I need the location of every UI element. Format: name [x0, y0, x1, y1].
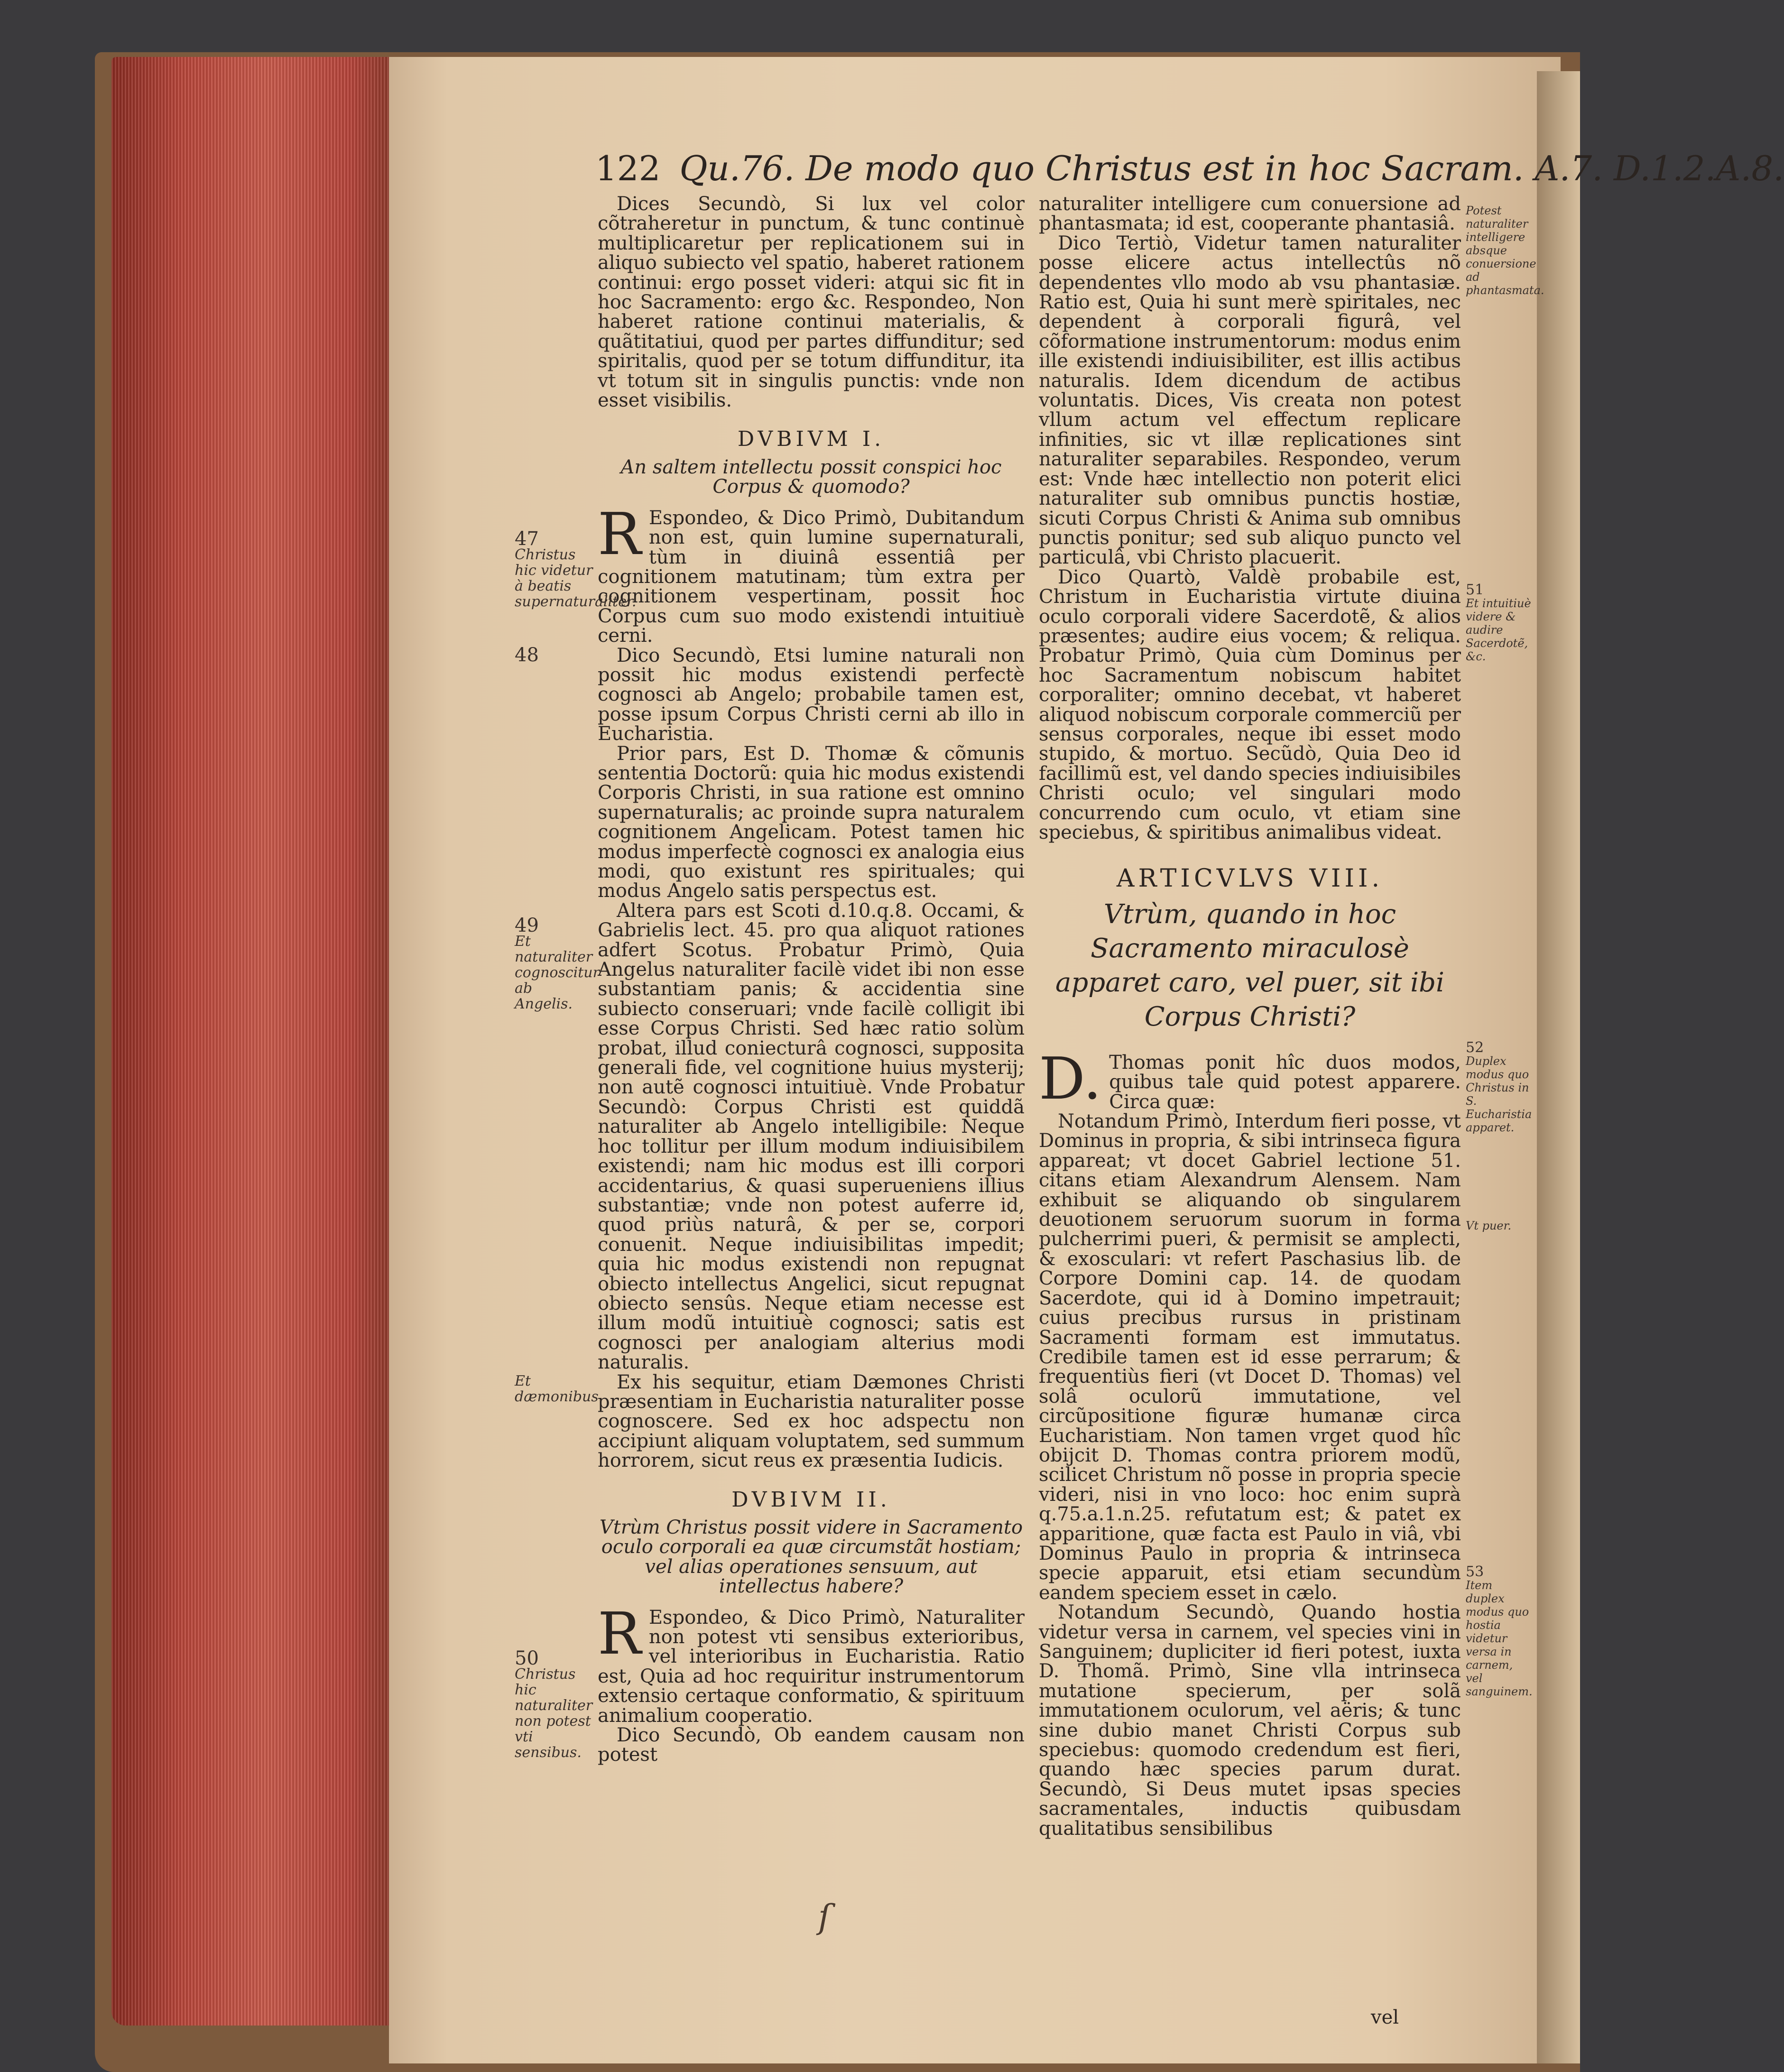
margin-note-text: Christus hic naturaliter non potest vti sensibus. [515, 1666, 593, 1761]
paragraph: Ex his sequitur, etiam Dæmones Christi præsentiam in Eucharistia naturaliter posse cognoscere. Sed ex hoc adspectu non accipiunt aliquam voluptatem, sed summum horrorem, sicut reus ex præsentia Iudicis. [598, 1371, 1025, 1472]
paragraph: naturaliter intelligere cum conuersione ad phantasmata; id est, cooperante phantasiâ. [1039, 193, 1461, 235]
margin-number: 52 [1466, 1039, 1484, 1056]
paragraph: Dico Secundò, Ob eandem causam non potest [598, 1724, 1025, 1766]
dubium-question: An saltem intellectu possit conspici hoc Corpus & quomodo? [620, 456, 1002, 498]
ink-mark: ſ [818, 1897, 831, 1936]
page-number: 122 [595, 148, 661, 188]
paragraph [598, 1600, 1025, 1727]
article-question: Vtrùm, quando in hoc Sacramento miraculosè apparet caro, vel puer, sit ibi Corpus Christi? [1055, 898, 1444, 1032]
paragraph: Prior pars, Est D. Thomæ & cõmunis sententia Doctorũ: quia hic modus existendi Corporis Christi, in sua ratione est omnino supernaturalis; ac proinde supra naturalem cognitionem Angelicam. Potest tamen hic modus imperfectè cognosci ex analogia eius modi, quo existunt res spirituales; qui modus Angelo satis perspectus est. [598, 742, 1025, 902]
margin-number: 51 [1466, 582, 1484, 598]
facing-page-edge [1537, 71, 1580, 2063]
margin-number: 53 [1466, 1563, 1484, 1580]
left-column [598, 194, 1025, 1765]
margin-note-text: Et dæmonibus. [515, 1373, 603, 1405]
paragraph [1039, 1045, 1461, 1113]
margin-note-daemonibus [515, 1373, 603, 1405]
drop-cap: R [598, 1600, 641, 1667]
paragraph: Notandum Primò, Interdum fieri posse, vt Dominus in propria, & sibi intrinseca figura appareat; vt docet Gabriel lectione 51. citans etiam Alexandrum Alensem. Nam exhibuit se aliquando ob singularem deuotionem seruorum suorum in forma pulcherrimi pueri, & permisit se amplecti, & exosculari: vt refert Paschasius lib. de Corpore Domini cap. 14. de quodam Sacerdote, qui id à Domino impetrauit; cuius precibus rursus in pristinam Sacramenti formam est immutatus. Credibile tamen est id esse perrarum; & frequentiùs fieri (vt Docet D. Thomas) vel solâ oculorũ immutatione, vel circũpositione figuræ humanæ circa Eucharistiam. Non tamen vrget quod hîc obijcit D. Thomas contra priorem modũ, scilicet Christum nõ posse in propria specie videri, nisi in vno loco: hoc enim suprà q.75.a.1.n.25. refutatum est; & patet ex apparitione, quæ facta est Paulo in viâ, vbi Dominus Paulo in propria & intrinseca specie apparuit, etsi etiam secundùm eandem speciem esset in cælo. [1039, 1110, 1461, 1604]
margin-note-48 [515, 644, 593, 666]
running-head [595, 142, 1784, 194]
paragraph [598, 500, 1025, 647]
page-edges [111, 57, 391, 2026]
margin-note-52 [1466, 1041, 1532, 1134]
right-column [1039, 194, 1461, 1839]
margin-note-text: Item duplex modus quo hostia videtur versa in carnem, vel sanguinem. [1466, 1579, 1533, 1698]
margin-number: 48 [515, 644, 539, 666]
margin-number: 47 [515, 528, 539, 550]
margin-note-potest [1466, 204, 1544, 297]
paragraph: Altera pars est Scoti d.10.q.8. Occami, & Gabrielis lect. 45. pro qua aliquot rationes adfert Scotus. Probatur Primò, Quia Angelus naturaliter facilè videt ibi non esse substantiam panis; & accidentia sine subiecto conseruari; vnde facilè colligit ibi esse Corpus Christi. Sed hæc ratio solùm probat, illud coniecturâ cognosci, supposita generali fide, vel cognitione huius mysterij; non autẽ cognosci intuitiuè. Vnde Probatur Secundò: Corpus Christi est quiddã naturaliter ab Angelo intelligibile: Neque hoc tollitur per illum modum indiuisibilem existendi; nam hic modus est illi corpori accidentarius, & quasi superueniens illius substantiæ; vnde non potest auferre id, quod priùs naturâ, & per se, corpori conuenit. Neque indiuisibilitas impedit; quia hic modus existendi non repugnat obiecto intellectus Angelici, sicut repugnat obiecto sensûs. Neque etiam necesse est illum modũ intuitiuè cognosci; satis est cognosci per analogiam alterius modi naturalis. [598, 899, 1025, 1374]
margin-number: 50 [515, 1647, 539, 1669]
margin-note-50 [515, 1647, 593, 1761]
paragraph-text: Espondeo, & Dico Primò, Dubitandum non est, quin lumine supernaturali, tùm in diuinâ essentiâ per cognitionem matutinam; tùm extra per cognitionem vespertinam, possit hoc Corpus cum suo modo existendi intuitiuè cerni. [598, 507, 1025, 647]
margin-note-text: Potest naturaliter intelligere absque conuersione ad phantasmata. [1466, 204, 1544, 297]
running-head-title: Qu.76. De modo quo Christus est in hoc Sacram. A.7. D.1.2.A.8. [679, 148, 1784, 188]
dubium-heading: DVBIVM I. [737, 427, 885, 452]
margin-note-51 [1466, 583, 1532, 663]
margin-note-47 [515, 528, 637, 610]
paragraph: Dico Quartò, Valdè probabile est, Christum in Eucharistia virtute diuina oculo corporali videre Sacerdotẽ, & alios præsentes; audire eius vocem; & reliqua. Probatur Primò, Quia cùm Dominus per hoc Sacramentum nobiscum habitet corporaliter; omnino decebat, vt haberet aliquod nobiscum corporale commerciũ per sensus corporales, neque ibi esset modo stupido, & mortuo. Secũdò, Quia Deo id facillimũ est, vel dando species indiuisibiles Christi oculo; vel singulari modo concurrendo cum oculo, vt etiam sine speciebus, & spiritibus animalibus videat. [1039, 566, 1461, 843]
margin-note-53 [1466, 1565, 1532, 1698]
paragraph: Dico Secundò, Etsi lumine naturali non possit hic modus existendi perfectè cognosci ab Angelo; probabile tamen est, posse ipsum Corpus Christi cerni ab illo in Eucharistia. [598, 644, 1025, 745]
drop-cap: D. [1039, 1045, 1102, 1112]
margin-note-text: Christus hic videtur à beatis supernaturaliter. [515, 546, 637, 610]
margin-note-text: Et intuitiuè videre & audire Sacerdotẽ, &c. [1466, 597, 1531, 663]
margin-note-vt-puer [1466, 1219, 1532, 1232]
paragraph: Notandum Secundò, Quando hostia videtur versa in carnem, vel species vini in Sanguinem; dupliciter id fieri potest, iuxta D. Thomã. Primò, Sine vlla intrinseca mutatione specierum, per solã immutationem oculorum, vel aëris; & tunc sine dubio manet Christi Corpus sub speciebus: quomodo credendum est fieri, quando hæc species parum durat. Secundò, Si Deus mutet ipsas species sacramentales, inductis quibusdam qualitatibus sensibilibus [1039, 1601, 1461, 1840]
margin-note-text: Duplex modus quo Christus in S. Eucharistia apparet. [1466, 1054, 1532, 1134]
margin-note-text: Vt puer. [1466, 1219, 1512, 1232]
paragraph-text: Espondeo, & Dico Primò, Naturaliter non potest vti sensibus exterioribus, vel interioribus in Eucharistia. Ratio est, Quia ad hoc requiritur instrumentorum extensio certaque conformatio, & spirituum animalium cooperatio. [598, 1606, 1025, 1727]
drop-cap: R [598, 500, 641, 568]
paragraph-text: Thomas ponit hîc duos modos, quibus tale quid potest apparere. Circa quæ: [1109, 1051, 1461, 1113]
catchword: vel [1371, 2007, 1399, 2028]
dubium-question: Vtrùm Christus possit videre in Sacramento oculo corporali ea quæ circumstãt hostiam; vel alias operationes sensuum, aut intellectus habere? [599, 1517, 1023, 1598]
margin-note-text: Et naturaliter cognoscitur ab Angelis. [515, 933, 600, 1012]
paragraph: Dico Tertiò, Videtur tamen naturaliter posse elicere actus intellectûs nõ dependentes vllo modo ab vsu phantasiæ. Ratio est, Quia hi sunt merè spiritales, nec dependent à corporali figurâ, vel cõformatione instrumentorum: modus enim ille existendi indiuisibiliter, est illis actibus naturalis. Idem dicendum de actibus voluntatis. Dices, Vis creata non potest vllum actum vel effectum replicare infinities, sic vt illæ replicationes sint naturaliter separabiles. Respondeo, verum est: Vnde hæc intellectio non poterit elici naturaliter sub omnibus punctis hostiæ, sicuti Corpus Christi & Anima sub omnibus punctis ponitur; sed sub aliquo puncto vel particulâ, vbi Christo placuerit. [1039, 232, 1461, 569]
margin-note-49 [515, 915, 600, 1012]
article-heading: ARTICVLVS VIII. [1116, 864, 1384, 893]
dubium-heading: DVBIVM II. [731, 1487, 891, 1512]
paragraph: Dices Secundò, Si lux vel color cõtraheretur in punctum, & tunc continuè multiplicaretur per replicationem sui in aliquo subiecto vel spatio, haberet rationem continui: ergo posset videri: atqui sic fit in hoc Sacramento: ergo &c. Respondeo, Non haberet ratione continui materialis, & quãtitatiui, quod per partes diffunditur; sed spiritalis, quod per se totum diffunditur, ita vt totum sit in singulis punctis: vnde non esset visibilis. [598, 193, 1025, 412]
margin-number: 49 [515, 915, 539, 936]
